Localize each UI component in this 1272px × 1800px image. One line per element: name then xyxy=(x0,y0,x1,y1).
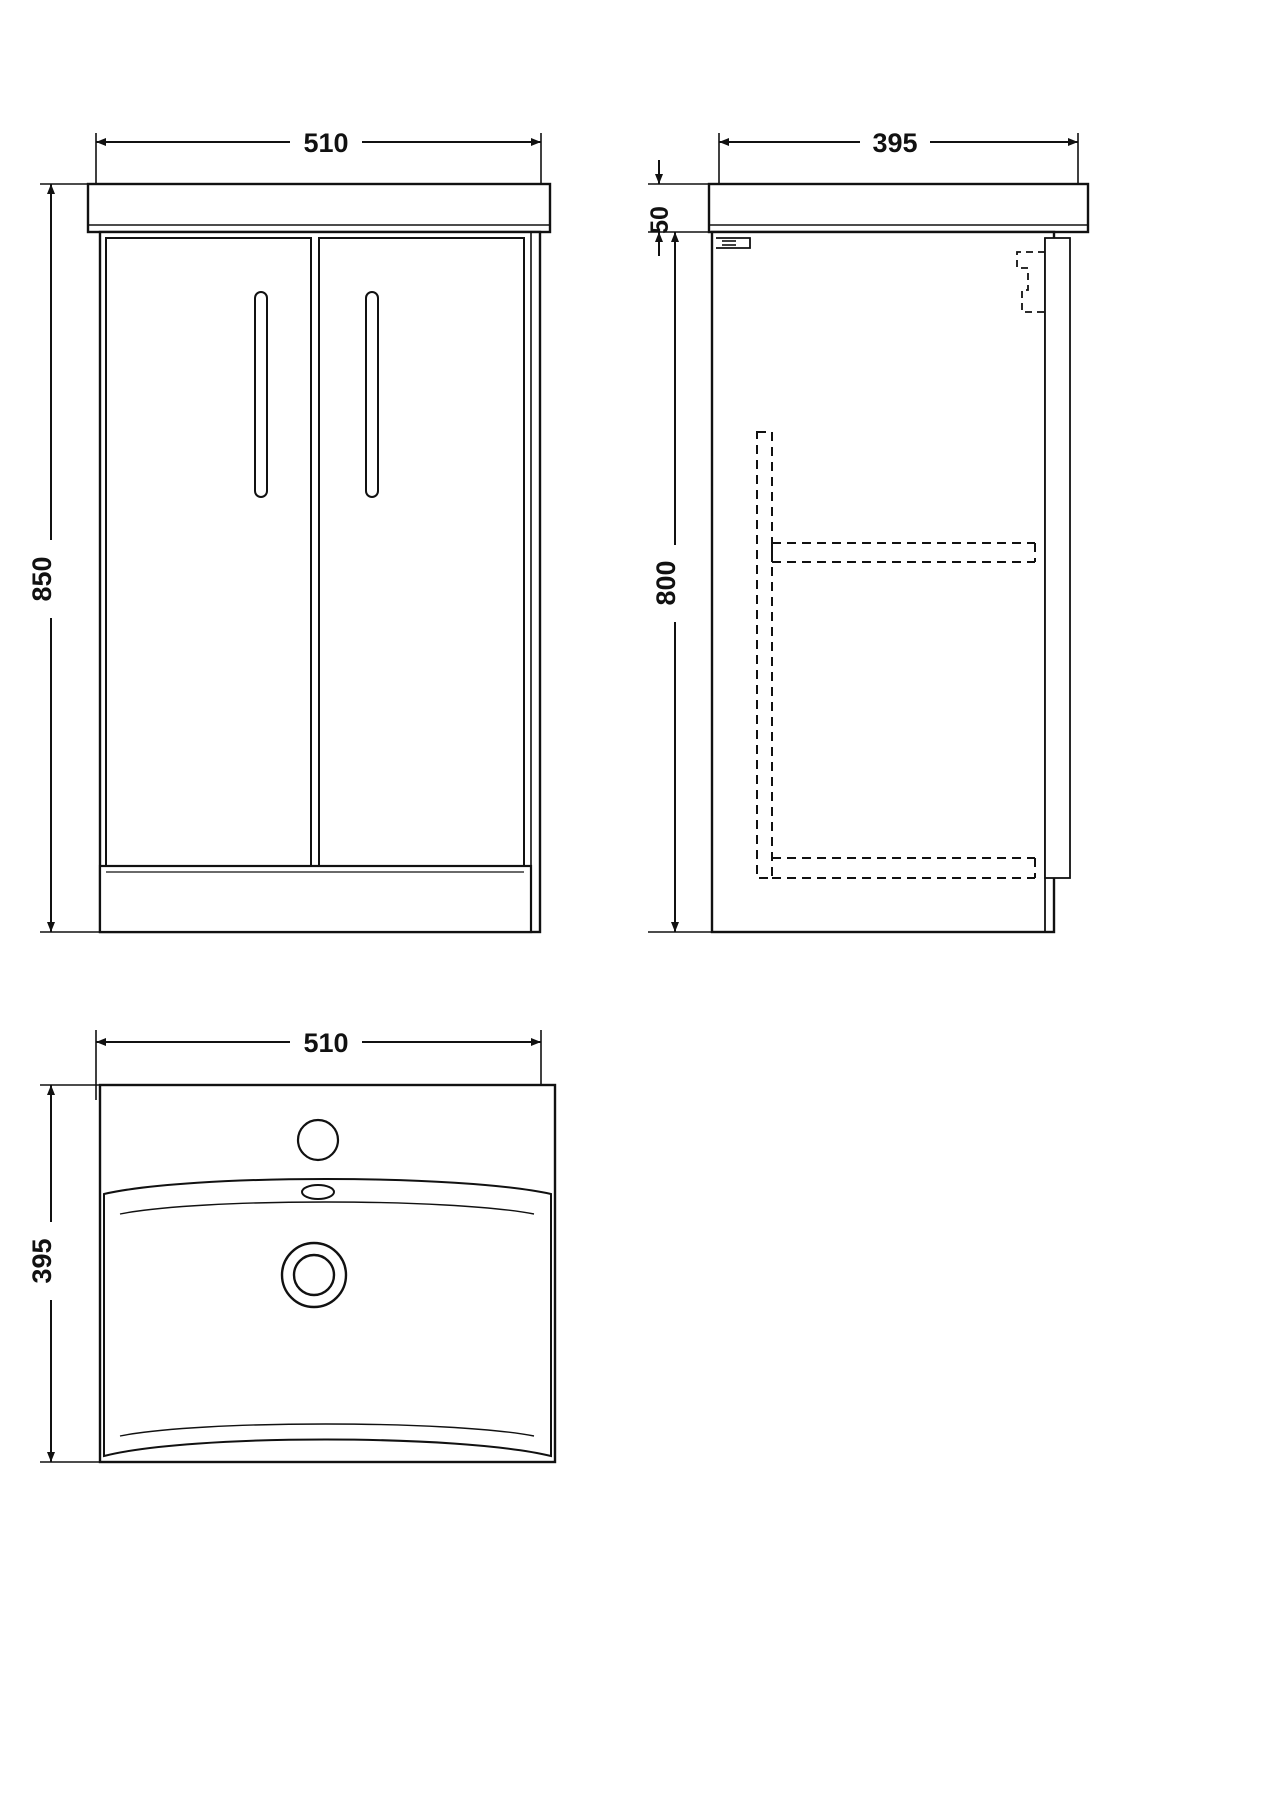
front-elevation-view xyxy=(40,133,550,932)
plan-depth-dimension-label: 395 xyxy=(27,1238,57,1284)
right-handle xyxy=(366,292,378,497)
left-handle xyxy=(255,292,267,497)
tap-hole-icon xyxy=(298,1120,338,1160)
front-width-dimension-label: 510 xyxy=(303,128,349,158)
side-elevation-view xyxy=(648,133,1088,932)
side-height-dimension-label: 800 xyxy=(651,560,681,606)
side-thickness-dimension-label: 50 xyxy=(646,206,674,234)
front-height-dimension-label: 850 xyxy=(27,556,57,602)
side-depth-dimension-label: 395 xyxy=(872,128,918,158)
plan-width-dimension-label: 510 xyxy=(303,1028,349,1058)
plan-view xyxy=(40,1030,555,1462)
